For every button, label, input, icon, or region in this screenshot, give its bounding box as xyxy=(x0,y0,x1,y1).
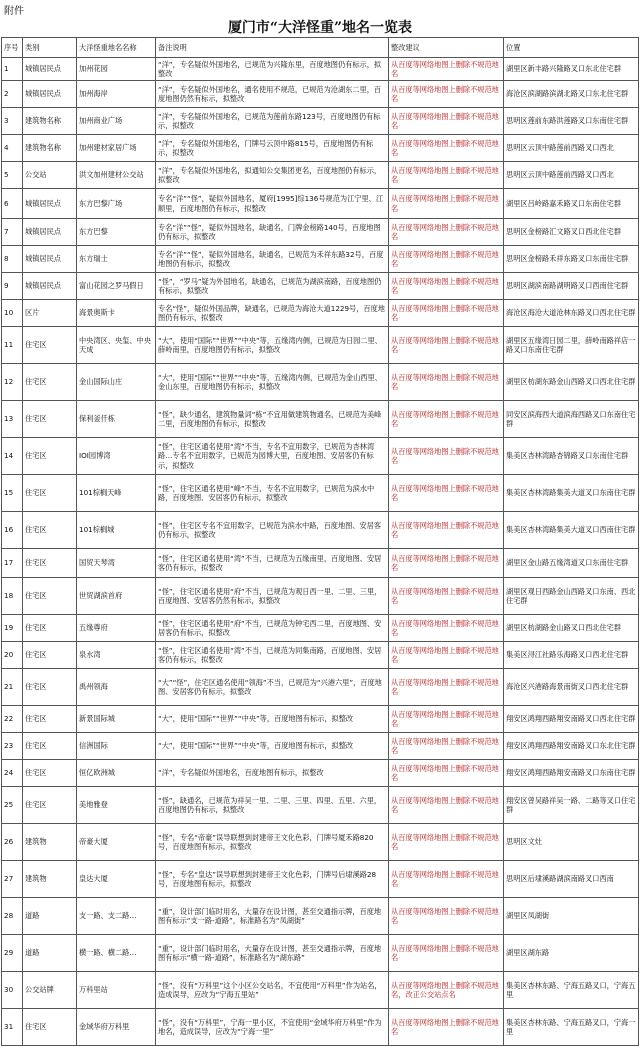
row-location: 湖里区五缘湾日园二里，薛岭南路祥店一路叉口东南住宅群 xyxy=(504,327,639,364)
row-category: 住宅区 xyxy=(23,438,77,475)
row-index: 29 xyxy=(2,935,23,972)
row-index: 26 xyxy=(2,824,23,861)
row-location: 湖里区吕岭路嘉禾路叉口东南住宅群 xyxy=(504,189,639,219)
row-index: 20 xyxy=(2,642,23,669)
row-index: 3 xyxy=(2,108,23,135)
row-category: 建筑物 xyxy=(23,824,77,861)
row-name: 东方瑞士 xyxy=(77,246,156,273)
col-header-index: 序号 xyxy=(2,38,23,58)
row-suggestion: 从百度等网络地图上删除不规范地名 xyxy=(389,787,504,824)
row-suggestion: 从百度等网络地图上删除不规范地名 xyxy=(389,578,504,615)
row-location: 同安区滨海西大道滨海西路叉口东南住宅群 xyxy=(504,401,639,438)
row-index: 2 xyxy=(2,81,23,108)
table-row xyxy=(2,300,639,327)
row-suggestion: 从百度等网络地图上删除不规范地名 xyxy=(389,189,504,219)
row-index: 11 xyxy=(2,327,23,364)
row-suggestion: 从百度等网络地图上删除不规范地名 xyxy=(389,861,504,898)
row-category: 住宅区 xyxy=(23,760,77,787)
row-location: 翔安区鸿翔西路翔安南路叉口东南住宅群 xyxy=(504,760,639,787)
row-category: 城镇居民点 xyxy=(23,189,77,219)
table-row xyxy=(2,642,639,669)
row-name: 东方巴黎 xyxy=(77,219,156,246)
row-category: 城镇居民点 xyxy=(23,219,77,246)
row-category: 住宅区 xyxy=(23,787,77,824)
row-note: “洋”，专名疑似外国地名，百度地图有标示，拟整改 xyxy=(156,760,389,787)
row-suggestion: 从百度等网络地图上删除不规范地名 xyxy=(389,733,504,760)
row-suggestion: 从百度等网络地图上删除不规范地名 xyxy=(389,219,504,246)
table-row xyxy=(2,273,639,300)
row-name: 洪文加州建材公交站 xyxy=(77,162,156,189)
row-name: 金山国际山庄 xyxy=(77,364,156,401)
row-index: 27 xyxy=(2,861,23,898)
row-suggestion: 从百度等网络地图上删除不规范地名 xyxy=(389,246,504,273)
row-category: 区片 xyxy=(23,300,77,327)
row-category: 住宅区 xyxy=(23,401,77,438)
col-header-location: 位置 xyxy=(504,38,639,58)
table-row xyxy=(2,108,639,135)
row-category: 城镇居民点 xyxy=(23,81,77,108)
row-location: 集美区杏林湾路集美大道叉口西南住宅群 xyxy=(504,512,639,549)
row-suggestion: 从百度等网络地图上删除不规范地名 xyxy=(389,935,504,972)
page-title: 厦门市“大洋怪重”地名一览表 xyxy=(227,20,413,36)
row-index: 28 xyxy=(2,898,23,935)
row-note: 专名“洋”“怪”，疑似外国地名，缺通名，门牌金榜路140号，百度地图仍有标示，拟整改 xyxy=(156,219,389,246)
table-row xyxy=(2,615,639,642)
row-location: 思明区金榜路汇文路叉口西北住宅群 xyxy=(504,219,639,246)
row-location: 思明区莲前东路洪莲路叉口东南住宅群 xyxy=(504,108,639,135)
row-name: 帝豪大厦 xyxy=(77,824,156,861)
table-row xyxy=(2,706,639,733)
col-header-name: 大洋怪重地名名称 xyxy=(77,38,156,58)
row-note: “怪”，专名“帝豪”误导联想到封建帝王文化色彩，门牌号厦禾路820号，百度地图有标示，拟整改 xyxy=(156,824,389,861)
row-category: 道路 xyxy=(23,935,77,972)
row-name: 海景奥斯卡 xyxy=(77,300,156,327)
row-name: 加州建材家居广场 xyxy=(77,135,156,162)
row-suggestion: 从百度等网络地图上删除不规范地名 xyxy=(389,898,504,935)
row-note: “怪”，住宅区通名使用“峰”不当，专名不宜用数字，已规范为滨水中路，百度地图、安居客仍有标示，拟整改 xyxy=(156,475,389,512)
row-location: 思明区后埭溪路湖滨南路叉口西南 xyxy=(504,861,639,898)
row-note: “重”，设计部门临时用名，大量存在设计图，甚至交通指示牌，百度地图有标示“横一路-道路”，标准路名为“湖东路” xyxy=(156,935,389,972)
row-category: 建筑物 xyxy=(23,861,77,898)
row-index: 21 xyxy=(2,669,23,706)
row-location: 思明区金榜路禾祥东路叉口东南住宅群 xyxy=(504,246,639,273)
row-location: 集美区杏林东路、宁海五路叉口，宁海一里 xyxy=(504,1009,639,1046)
row-index: 9 xyxy=(2,273,23,300)
row-name: 101棕榈城 xyxy=(77,512,156,549)
row-location: 思明区湖滨南路湖明路叉口西南住宅群 xyxy=(504,273,639,300)
row-location: 集美区杏林东路、宁海五路叉口，宁海五里 xyxy=(504,972,639,1009)
row-category: 道路 xyxy=(23,898,77,935)
row-note: “洋”，专名疑似外国地名，已规范为莲前东路123号，百度地图仍有标示，拟整改 xyxy=(156,108,389,135)
row-category: 住宅区 xyxy=(23,549,77,578)
row-suggestion: 从百度等网络地图上删除不规范地名 xyxy=(389,162,504,189)
row-name: 恒亿欧洲城 xyxy=(77,760,156,787)
row-name: 万科里站 xyxy=(77,972,156,1009)
table-row xyxy=(2,475,639,512)
row-index: 14 xyxy=(2,438,23,475)
row-suggestion: 从百度等网络地图上删除不规范地名 xyxy=(389,401,504,438)
row-index: 17 xyxy=(2,549,23,578)
row-suggestion: 从百度等网络地图上删除不规范地名 xyxy=(389,615,504,642)
table-row xyxy=(2,824,639,861)
row-note: “洋”，专名疑似外国地名，拟通知公交集团更名，百度地图仍有标示，拟整改 xyxy=(156,162,389,189)
table-row xyxy=(2,135,639,162)
row-location: 思明区云顶中路莲前西路叉口西北 xyxy=(504,135,639,162)
row-category: 住宅区 xyxy=(23,327,77,364)
col-header-category: 类别 xyxy=(23,38,77,58)
row-note: “怪”，住宅区通名使用“府”不当，已规范为钟宅西二里，百度地图、安居客仍有标示，拟整改 xyxy=(156,615,389,642)
row-index: 4 xyxy=(2,135,23,162)
row-location: 翔安区鸿翔西路翔安南路叉口西北住宅群 xyxy=(504,706,639,733)
row-category: 住宅区 xyxy=(23,512,77,549)
row-note: “怪”，缺通名，已规范为祥吴一里、二里、三里、四里、五里、六里，百度地图仍有标示，拟整改 xyxy=(156,787,389,824)
row-category: 城镇居民点 xyxy=(23,273,77,300)
row-index: 23 xyxy=(2,733,23,760)
row-category: 住宅区 xyxy=(23,578,77,615)
row-index: 6 xyxy=(2,189,23,219)
row-index: 13 xyxy=(2,401,23,438)
table-row xyxy=(2,58,639,81)
table-header-row xyxy=(2,38,639,58)
row-suggestion: 从百度等网络地图上删除不规范地名 xyxy=(389,642,504,669)
row-name: 保利釜仟栋 xyxy=(77,401,156,438)
table-row xyxy=(2,364,639,401)
row-location: 集美区杏林湾路集美大道叉口东南住宅群 xyxy=(504,475,639,512)
row-name: IOI园博湾 xyxy=(77,438,156,475)
row-suggestion: 从百度等网络地图上删除不规范地名 xyxy=(389,58,504,81)
row-name: 信洲国际 xyxy=(77,733,156,760)
row-name: 富山花园之罗马假日 xyxy=(77,273,156,300)
row-location: 湖里区枋湖路金山路叉口西北住宅群 xyxy=(504,615,639,642)
row-suggestion: 从百度等网络地图上删除不规范地名 xyxy=(389,135,504,162)
row-name: 中央湾区、央玺、中央天成 xyxy=(77,327,156,364)
row-note: “怪”，住宅区通名使用“湾”不当，已规范为同集南路，百度地图、安居客仍有标示，拟整改 xyxy=(156,642,389,669)
row-note: “洋”，专名疑似外国地名，门牌号云顶中路815号，百度地图仍有标示，拟整改 xyxy=(156,135,389,162)
row-note: “怪”，缺少通名，建筑物量词“栋”不宜用做建筑物通名，已规范为美峰二里，百度地图仍有标示，拟整改 xyxy=(156,401,389,438)
row-suggestion: 从百度等网络地图上删除不规范地名 xyxy=(389,108,504,135)
row-name: 东方巴黎广场 xyxy=(77,189,156,219)
attachment-label: 附件 xyxy=(4,6,24,17)
row-index: 18 xyxy=(2,578,23,615)
table-row xyxy=(2,578,639,615)
row-location: 湖里区湖东路 xyxy=(504,935,639,972)
row-location: 翔安区鸿翔西路翔安南路叉口东北住宅群 xyxy=(504,733,639,760)
row-note: “大”“怪”，住宅区通名使用“领海”不当，已规范为“兴港六里”，百度地图、安居客仍有标示，拟整改 xyxy=(156,669,389,706)
row-note: 专名“洋”“怪”，疑似外国地名，缺通名，已规范为禾祥东路32号，百度地图仍有标示，拟整改 xyxy=(156,246,389,273)
row-category: 建筑物名称 xyxy=(23,135,77,162)
row-suggestion: 从百度等网络地图上删除不规范地名 xyxy=(389,438,504,475)
row-suggestion: 从百度等网络地图上删除不规范地名 xyxy=(389,1009,504,1046)
row-category: 城镇居民点 xyxy=(23,58,77,81)
row-note: “大”，使用“国际”“世界”“中央”等，百度地图有标示，拟整改 xyxy=(156,706,389,733)
row-location: 湖里区观日西路金山西路叉口东南、西北住宅群 xyxy=(504,578,639,615)
row-name: 国贸天琴湾 xyxy=(77,549,156,578)
row-name: 世贸湖滨首府 xyxy=(77,578,156,615)
table-row xyxy=(2,327,639,364)
row-index: 7 xyxy=(2,219,23,246)
row-index: 1 xyxy=(2,58,23,81)
row-name: 加州海岸 xyxy=(77,81,156,108)
row-name: 美地雅登 xyxy=(77,787,156,824)
row-category: 城镇居民点 xyxy=(23,246,77,273)
row-location: 思明区云顶中路莲前西路叉口西北 xyxy=(504,162,639,189)
row-index: 30 xyxy=(2,972,23,1009)
col-header-note: 备注说明 xyxy=(156,38,389,58)
row-category: 住宅区 xyxy=(23,475,77,512)
row-location: 湖里区枋湖东路金山西路叉口西北住宅群 xyxy=(504,364,639,401)
row-suggestion: 从百度等网络地图上删除不规范地名 xyxy=(389,81,504,108)
row-suggestion: 从百度等网络地图上删除不规范地名 xyxy=(389,824,504,861)
row-location: 集美区杏林湾路杏锦路叉口东南住宅群 xyxy=(504,438,639,475)
row-suggestion: 从百度等网络地图上删除不规范地名 xyxy=(389,760,504,787)
row-note: “大”，使用“国际”“世界”“中央”等，五缘湾内侧，已规范为日园二里、薛岭南里，百度地图仍有标示，拟整改 xyxy=(156,327,389,364)
row-note: “重”，设计部门临时用名，大量存在设计图，甚至交通指示牌，百度地图有标示“支一路-道路”，标准路名为“凤湖街” xyxy=(156,898,389,935)
col-header-suggestion: 整改建议 xyxy=(389,38,504,58)
row-suggestion: 从百度等网络地图上删除不规范地名 xyxy=(389,273,504,300)
row-name: 泉水湾 xyxy=(77,642,156,669)
row-name: 皇达大厦 xyxy=(77,861,156,898)
row-index: 12 xyxy=(2,364,23,401)
row-index: 31 xyxy=(2,1009,23,1046)
row-index: 24 xyxy=(2,760,23,787)
row-index: 15 xyxy=(2,475,23,512)
table-row xyxy=(2,1009,639,1046)
row-name: 金域华府万科里 xyxy=(77,1009,156,1046)
row-note: “怪”，“罗马”疑为外国地名，缺通名，已规范为湖滨南路，百度地图仍有标示，拟整改 xyxy=(156,273,389,300)
table-row xyxy=(2,512,639,549)
row-suggestion: 从百度等网络地图上删除不规范地名 xyxy=(389,706,504,733)
table-row xyxy=(2,438,639,475)
row-category: 住宅区 xyxy=(23,669,77,706)
row-index: 16 xyxy=(2,512,23,549)
row-name: 禹州领海 xyxy=(77,669,156,706)
table-row xyxy=(2,935,639,972)
row-note: “大”，使用“国际”“世界”“中央”等，五缘湾内侧，已规范为金山西里、金山东里，百度地图仍有标示，拟整改 xyxy=(156,364,389,401)
table-row xyxy=(2,861,639,898)
table-row xyxy=(2,760,639,787)
row-location: 思明区文灶 xyxy=(504,824,639,861)
row-index: 22 xyxy=(2,706,23,733)
row-index: 19 xyxy=(2,615,23,642)
row-location: 集美区浔江社路乐海路叉口西北住宅群 xyxy=(504,642,639,669)
row-name: 横一路、横二路… xyxy=(77,935,156,972)
row-location: 湖里区金山路五缘湾道叉口东南住宅群 xyxy=(504,549,639,578)
row-name: 加州商业广场 xyxy=(77,108,156,135)
row-location: 海沧区滨湖路滨湖北路叉口东北住宅群 xyxy=(504,81,639,108)
row-note: 专名“怪”，疑似外国品牌，缺通名，已规范为海沧大道1229号，百度地图仍有标示，拟整改 xyxy=(156,300,389,327)
row-note: “怪”，住宅区通名使用“湾”不当，专名不宜用数字，已规范为杏林湾路…专名不宜用数字，已规范为园博大里，百度地图、安居客仍有标示，拟整改 xyxy=(156,438,389,475)
row-location: 海沧区海沧大道沧林东路叉口西北住宅群 xyxy=(504,300,639,327)
table-row xyxy=(2,401,639,438)
row-suggestion: 从百度等网络地图上删除不规范地名 xyxy=(389,327,504,364)
row-suggestion: 从百度等网络地图上删除不规范地名 xyxy=(389,512,504,549)
row-category: 住宅区 xyxy=(23,642,77,669)
row-note: “洋”，专名疑似外国地名，已规范为兴隆东里，百度地图仍有标示，拟整改 xyxy=(156,58,389,81)
row-category: 公交站 xyxy=(23,162,77,189)
row-note: “大”，使用“国际”“世界”“中央”等，百度地图有标示，拟整改 xyxy=(156,733,389,760)
row-note: “怪”，没有“万科里”，宁海一里小区，不宜使用“金域华府万科里”作为地名，造成误导，应改为“宁海一里” xyxy=(156,1009,389,1046)
row-note: “怪”，没有“万科里”这个小区公交站名，不宜使用“万科里”作为站名，造成误导，应改为“宁海五里站” xyxy=(156,972,389,1009)
table-row xyxy=(2,733,639,760)
row-index: 25 xyxy=(2,787,23,824)
row-suggestion: 从百度等网络地图上删除不规范地名，改正公交站点名 xyxy=(389,972,504,1009)
row-category: 公交站牌 xyxy=(23,972,77,1009)
row-name: 加州花园 xyxy=(77,58,156,81)
row-name: 支一路、支二路… xyxy=(77,898,156,935)
row-suggestion: 从百度等网络地图上删除不规范地名 xyxy=(389,669,504,706)
row-suggestion: 从百度等网络地图上删除不规范地名 xyxy=(389,300,504,327)
row-location: 海沧区兴港路海景南街叉口西北住宅群 xyxy=(504,669,639,706)
row-name: 101棕榈天峰 xyxy=(77,475,156,512)
row-note: 专名“洋”“怪”，疑似外国地名，厦府[1995]综136号规范为江宁里、江顺里，百度地图仍有标示，拟整改 xyxy=(156,189,389,219)
table-row xyxy=(2,219,639,246)
table-row xyxy=(2,787,639,824)
table-row xyxy=(2,549,639,578)
row-index: 8 xyxy=(2,246,23,273)
row-name: 新景国际城 xyxy=(77,706,156,733)
row-note: “怪”，住宅区通名使用“府”不当，已规范为观日西一里、二里、三里，百度地图、安居客仍然有标示，拟整改 xyxy=(156,578,389,615)
table-row xyxy=(2,898,639,935)
row-category: 住宅区 xyxy=(23,615,77,642)
table-row xyxy=(2,972,639,1009)
row-index: 10 xyxy=(2,300,23,327)
row-category: 住宅区 xyxy=(23,733,77,760)
row-note: “怪”，专名“皇达”误导联想到封建帝王文化色彩，门牌号后埭溪路28号，百度地图有标示，拟整改 xyxy=(156,861,389,898)
place-name-table xyxy=(1,37,639,1046)
table-row xyxy=(2,81,639,108)
row-category: 住宅区 xyxy=(23,706,77,733)
table-row xyxy=(2,246,639,273)
table-row xyxy=(2,669,639,706)
row-suggestion: 从百度等网络地图上删除不规范地名 xyxy=(389,364,504,401)
row-location: 湖里区凤湖街 xyxy=(504,898,639,935)
table-body xyxy=(2,58,639,1046)
row-index: 5 xyxy=(2,162,23,189)
row-category: 住宅区 xyxy=(23,364,77,401)
row-note: “怪”，住宅区通名使用“湾”不当，已规范为五缘南里，百度地图、安居客仍有标示，拟整改 xyxy=(156,549,389,578)
table-row xyxy=(2,162,639,189)
row-location: 翔安区曾吴路祥吴一路、二路等叉口住宅群 xyxy=(504,787,639,824)
row-suggestion: 从百度等网络地图上删除不规范地名 xyxy=(389,549,504,578)
row-note: “洋”，专名疑似外国地名，通名使用不规范，已规范为沧湖东二里，百度地图仍然有标示，拟整改 xyxy=(156,81,389,108)
table-row xyxy=(2,189,639,219)
row-category: 住宅区 xyxy=(23,1009,77,1046)
row-suggestion: 从百度等网络地图上删除不规范地名 xyxy=(389,475,504,512)
row-note: “怪”，住宅区专名不宜用数字，已规范为滨水中路，百度地图、安居客仍有标示，拟整改 xyxy=(156,512,389,549)
row-category: 建筑物名称 xyxy=(23,108,77,135)
row-name: 五缘尊府 xyxy=(77,615,156,642)
row-location: 湖里区新丰路兴隆路叉口东北住宅群 xyxy=(504,58,639,81)
